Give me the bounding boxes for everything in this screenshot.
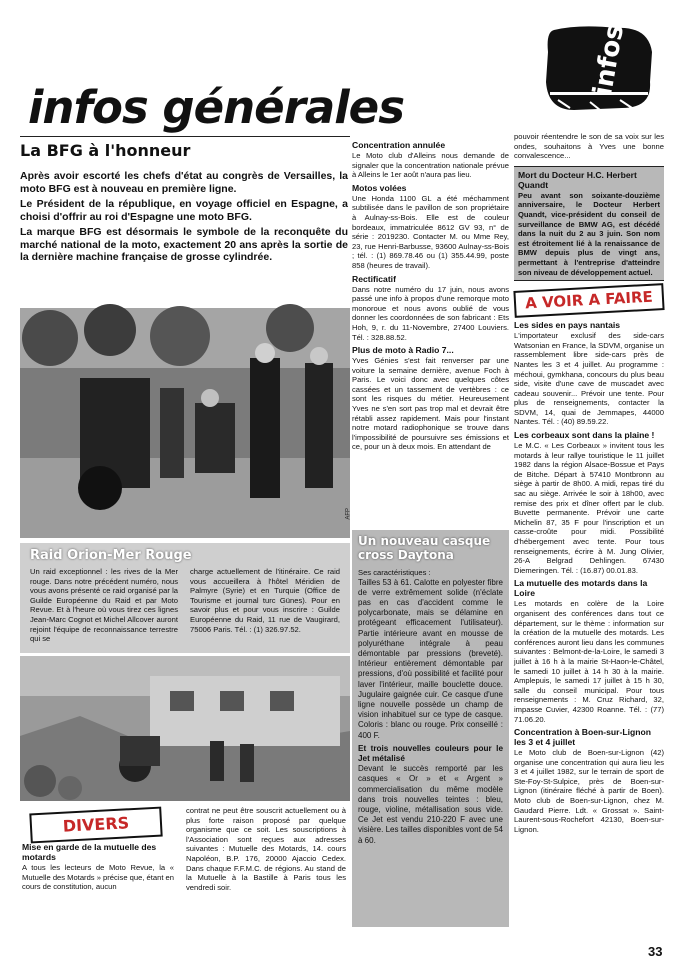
lead-paragraph-3: La marque BFG est désormais le symbole de la reconquête du marché national de la moto, exactement 20 ans après la sortie de la dernière machine française de grosse cylindrée. (20, 226, 348, 263)
voir-title-3: La mutuelle des motards dans la Loire (514, 578, 648, 599)
lead-paragraph-2: Le Président de la république, en voyage officiel en Espagne, a choisi d'offrir au roi d'Espagne une moto BFG. (20, 198, 348, 223)
voir-title-2: Les corbeaux sont dans la plaine ! (514, 430, 655, 441)
raid-photo-image (20, 656, 350, 801)
voir-text-4: Le Moto club de Boen-sur-Lignon (42) organise une concentration qui aura lieu les 3 et 4 juillet 1982, sur le terrain de sport de Ste-Foy-St-Sulpice, près de Boen-sur-Lignon (itinéraire fléché à partir de Boen). Moto club de Boen-sur-Lignon, chez M. Gaudard Pierre. Ldt. « Grossat ». Saint-Laurent-sous-Rochefort 42130, Boen-sur-Lignon. (514, 748, 664, 834)
divers-banner (29, 807, 162, 844)
right-column (514, 132, 664, 834)
raid-title: Raid Orion-Mer Rouge (30, 548, 192, 563)
raid-box (20, 543, 350, 653)
news-text-3: Dans notre numéro du 17 juin, nous avons passé une info à propos d'une remorque moto monoroue et nous avons oublié de vous donner les coordonnées de son fabricant : Ets Hoh, 9, r. du 11-Novembre, 27400 Louviers. Tél. : 328.88.52. (352, 284, 509, 342)
casque-title: Un nouveau casque cross Daytona (358, 534, 491, 562)
voir-text-2: Le M.C. « Les Corbeaux » invitent tous les motards à leur rallye touristique le 11 juillet 1982 dans la région Alsace-Bossue et Pays de Bitche. Départ à 57410 Montbronn au siège à partir de 8h00. A midi, repas tiré du sac au siège. Arrivée le soir à 18h00, avec remise des prix et dîner offert par le club. Buvette permanente. Prévoir une carte Michelin 87, 35 F pour l'inscription et un casse-croûte pour midi. Possibilité d'hébergement avec tente. Pour tous renseignements, écrire à M. Jung Olivier, 26-A Belgrad Dehlingen. 67430 Diemeringen. Tél. : (16.87) 00.01.83. (514, 441, 664, 575)
obituary-text: Peu avant son soixante-douzième anniversaire, le Docteur Herbert Quandt, vice-président du conseil de surveillance de BMW AG, est décédé dans la nuit du 2 au 3 juin. Son nom est étroitement lié à la renaissance de BMW depuis plus de vingt ans, permettant à l'entreprise d'atteindre son niveau de développement actuel. (518, 190, 660, 277)
divers-title: Mise en garde de la mutuelle des motards (22, 842, 157, 862)
voir-text-1: L'importateur exclusif des side-cars Watsonian en France, la SDVM, organise un rassemblement libre side-cars près de Nantes les 3 et 4 juillet. Au programme : méchoui, gymkhana, concours du plus beau side, visite d'une cave de muscadet avec cadeau souvenir... Prévoir une tente. Pour plus de renseignements, contacter la SDVM, 14, quai de Jemmapes, 44000 Nantes. Tél. : (40) 89.59.22. (514, 331, 664, 427)
casque-specs-intro: Ses caractéristiques : (358, 568, 431, 577)
news-column (352, 140, 509, 452)
news-title-2: Motos volées (352, 182, 407, 193)
raid-text-left: Un raid exceptionnel : les rives de la Mer rouge. Dans notre précédent numéro, nous vous avons présenté ce raid organisé par la Guilde Européenne du Raid et par Moto Revue. Et à l'heure où vous tirez ces lignes Jean-Marc Cognot et Michel Allcover auront rejoint l'équipe de reconnaissance terrestre qui se (30, 567, 178, 644)
news-text-2: Une Honda 1100 GL a été méchamment subtilisée dans le pavillon de son propriétaire à Aulnay-ss-Bois. Elle est de couleur bordeaux, immatriculée 8612 GV 93, n° de série : 2019230. Contacter M. ou Mme Rey, 23, rue Henri-Barbusse, 93600 Aulnay-ss-Bois ; tél. : (1) 869.78.46 ou (1) 355.44.99, poste 858 (heures de travail). (352, 193, 509, 270)
news-title-3: Rectificatif (352, 273, 396, 284)
lead-headline: La BFG à l'honneur (20, 141, 191, 160)
photo-credit: AFP (346, 508, 352, 520)
voir-text-3: Les motards en colère de la Loire organisent des conférences dans tout ce département, sur le thème : information sur la création de la mutuelle des motards. Les conférences auront lieu dans les communes suivantes : Belmont-de-la-Loire, le samedi 3 juillet à 16 h à la mairie St-Haon-le-Châtel, le samedi 10 juillet à 14 h 30 à la mairie. Amplepuis, le samedi 17 juillet à 15 h 30, salle du conseil municipal. Pour tous renseignements : M. Cruz Richard, 32, impasse Cuvier, 42300 Roanne. Tél. : (77) 71.06.20. (514, 599, 664, 724)
infos-logo (540, 22, 658, 114)
divers-text-left: A tous les lecteurs de Moto Revue, la « Mutuelle des Motards » précise que, étant en cours de constitution, aucun (22, 863, 174, 892)
divers-text-right: contrat ne peut être souscrit actuellement ou à plus forte raison proposé par quelque organisme que ce soit. Les souscriptions à l'Association sont reçues aux adresses suivantes : Mutuelle des Motards, 14. cours Napoléon, B.P. 176, 20000 Ajaccio Cedex. Dans chaque F.F.M.C. de régions. Au stand de la Mutuelle à la Bastille à Paris tous les vendredi soir. (186, 806, 346, 892)
news-text-4: Yves Génies s'est fait renverser par une voiture la semaine dernière, avenue Foch à Paris. Le voici donc avec quelques côtes cassées et un tassement de vertèbres : ce sont les risques du métier. Heureusement Yves ne s'en sort pas trop mal et devrait être rétabli assez rapidement. Mais pour l'instant notre motard radiophonique se trouve dans l'impossibilité de poursuivre ses émissions et ce, pour un à deux mois. En attendant de (352, 356, 509, 452)
divers-left (22, 842, 174, 892)
page-number: 33 (648, 944, 663, 959)
obituary-box (514, 166, 664, 281)
news-title-4: Plus de moto à Radio 7... (352, 345, 454, 356)
casque-content (358, 568, 503, 846)
voir-banner (513, 283, 664, 318)
lead-article (20, 140, 348, 264)
casque-specs: Tailles 53 à 61. Calotte en polyester fibre de verre extrêmement solide (n'éclate pas en cas d'accident comme le polycarbonate, mais se délamine en protégeant efficacement l'utilisateur). Partie intérieure avant en mousse de polyuréthane intégrale à peau démontable par pressions (breveté). Intérieur entièrement démontable par pressions, d'où possibilité et facilité pour laver l'intérieur, maille bouclette douce. Jugulaire gaignée cuir. Ce casque d'une ligne nouvelle possède un champ de vision inhabituel sur ce type de casque. Coloris : blanc ou rouge. Prix conseillé : 400 F. (358, 577, 503, 740)
casque-end: Devant le succès remporté par les casques « Or » et « Argent » commercialisation du même modèle dans trois nouvelles teintes : bleu, rouge, violine, métallisation sous vide. Ce Jet est vendu 210-220 F avec une visière. Les tailles disponibles vont de 54 à 60. (358, 764, 503, 845)
bfg-photo (20, 308, 350, 538)
infos-logo-text: infos (588, 21, 631, 99)
lead-paragraph-1: Après avoir escorté les chefs d'état au congrès de Versailles, la moto BFG est à nouveau en première ligne. (20, 170, 348, 195)
raid-text-right: charge actuellement de l'itinéraire. Ce raid vous accueillera à l'hôtel Méridien de Palmyre (Syrie) et en Turquie (Office de Tourisme et journal turc Günes). Pour en savoir plus et pour vous inscrire : Guilde Européenne du Raid, 11 rue de Vaugirard, 75006 Paris. Tél. : (1) 326.97.52. (190, 567, 340, 634)
header-rule (20, 136, 350, 137)
casque-bold: Et trois nouvelles couleurs pour le Jet métalisé (358, 743, 503, 764)
section-title: infos générales (28, 81, 404, 134)
news-text-1: Le Moto club d'Alleins nous demande de signaler que la concentration nationale prévue à Alleins le 1er août n'aura pas lieu. (352, 151, 509, 180)
divers-banner-text: DIVERS (62, 813, 130, 836)
voir-title-4: Concentration à Boen-sur-Lignon les 3 et 4 juillet (514, 727, 652, 748)
news-title-1: Concentration annulée (352, 140, 446, 150)
bfg-photo-image (20, 308, 350, 538)
raid-photo (20, 656, 350, 801)
obituary-title: Mort du Docteur H.C. Herbert Quandt (518, 169, 637, 190)
voir-title-1: Les sides en pays nantais (514, 320, 621, 331)
voir-banner-text: A VOIR A FAIRE (524, 287, 654, 313)
casque-box (352, 530, 509, 927)
continuation-text: pouvoir réentendre le son de sa voix sur les ondes, souhaitons à Yves une bonne convalescence... (514, 132, 664, 161)
